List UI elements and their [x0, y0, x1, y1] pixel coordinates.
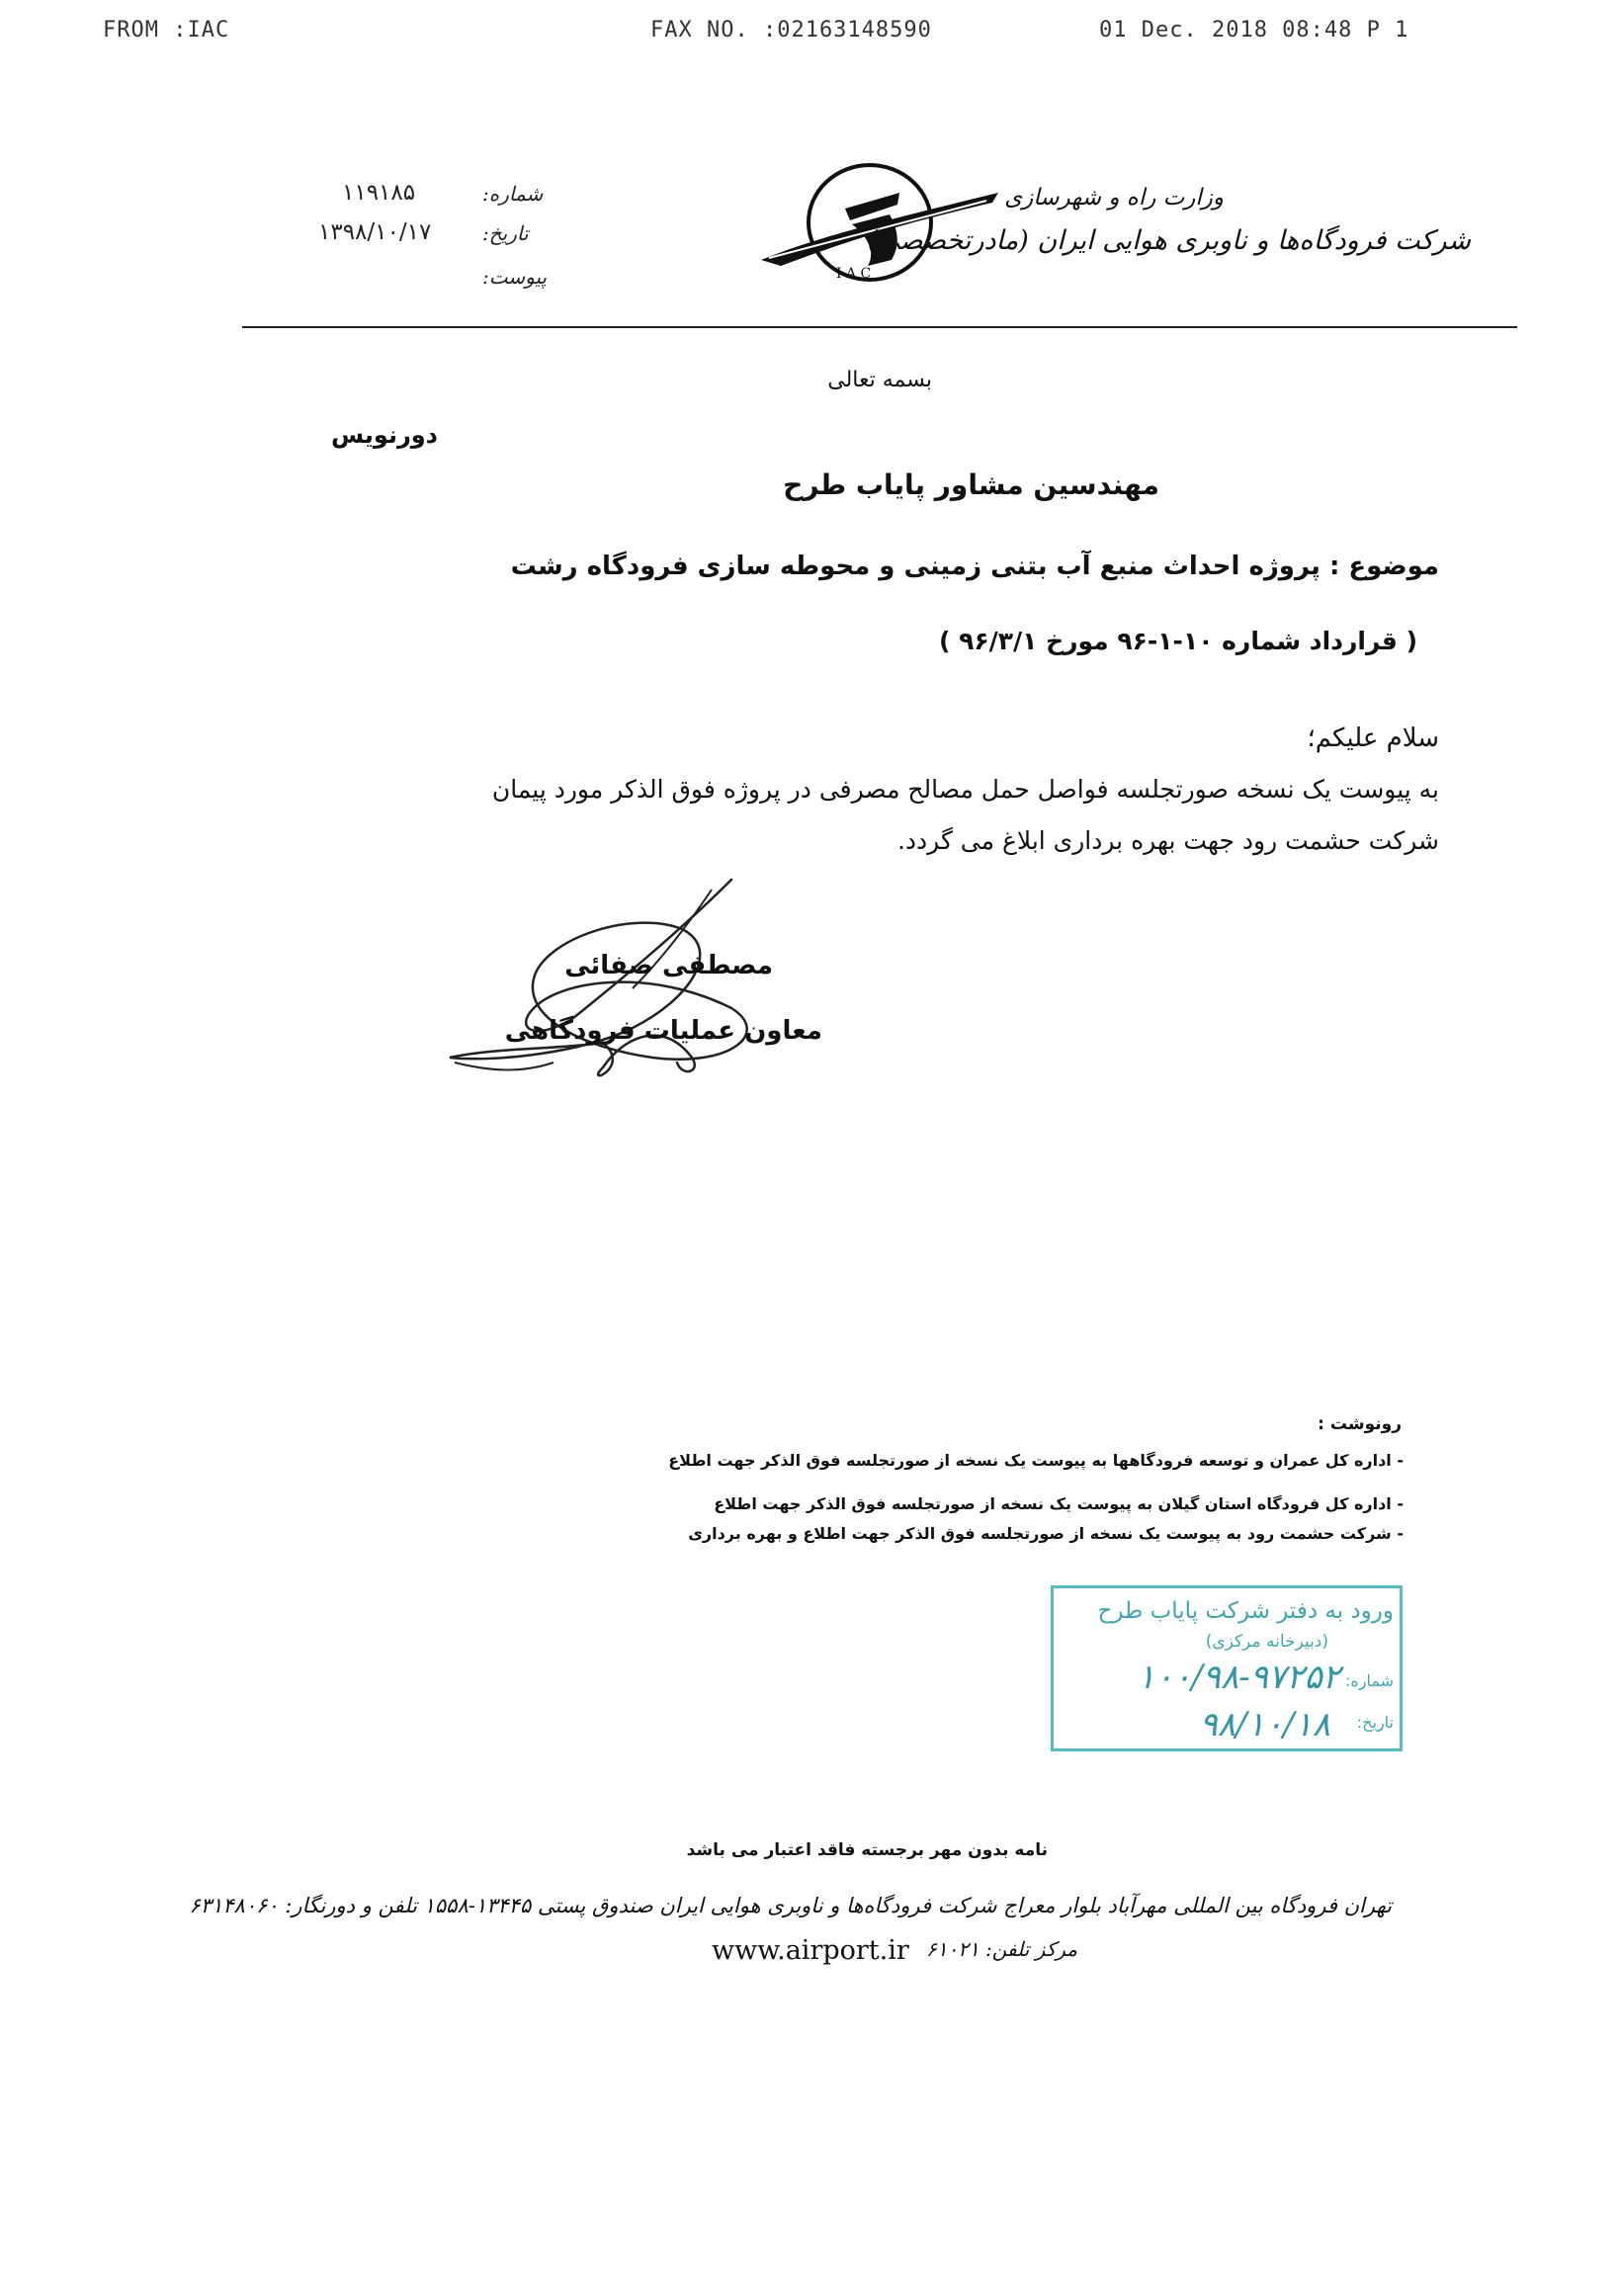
- footer-address: تهران فرودگاه بین المللی مهرآباد بلوار معراج شرکت فرودگاه‌ها و ناوبری هوایی ایران صندوق پستی ۱۳۴۴۵-۱۵۵۸ تلفن و دورنگار: ۶۳۱۴۸۰۶۰: [189, 1894, 1392, 1917]
- cc-item: - اداره کل فرودگاه استان گیلان به پیوست یک نسخه از صورتجلسه فوق الذکر جهت اطلاع: [714, 1494, 1404, 1513]
- body-text-line-1: به پیوست یک نسخه صورتجلسه فواصل حمل مصالح مصرفی در پروژه فوق الذکر مورد پیمان: [491, 775, 1439, 804]
- stamp-date-value: ۹۸/۱۰/۱۸: [1199, 1705, 1330, 1744]
- number-label: شماره:: [482, 182, 544, 206]
- handwritten-signature: [435, 870, 850, 1101]
- ministry-name: وزارت راه و شهرسازی: [1004, 185, 1224, 211]
- stamp-number-value: ۱۰۰/۹۸-۹۷۲۵۲: [1137, 1658, 1340, 1697]
- stamp-date-label: تاریخ:: [1356, 1713, 1394, 1732]
- logo-text: I A C: [836, 266, 872, 282]
- receipt-stamp: [1051, 1585, 1403, 1751]
- signer-name: مصطفی صفائی: [564, 951, 773, 980]
- company-name: شرکت فرودگاه‌ها و ناوبری هوایی ایران (مادرتخصصی): [867, 225, 1471, 256]
- fax-from: FROM :IAC: [103, 18, 230, 43]
- bismillah: بسمه تعالی: [827, 368, 932, 392]
- cc-item: - شرکت حشمت رود به پیوست یک نسخه از صورتجلسه فوق الذکر جهت اطلاع و بهره برداری: [688, 1524, 1404, 1543]
- greeting: سلام علیکم؛: [1307, 723, 1439, 753]
- footer-notice: نامه بدون مهر برجسته فاقد اعتبار می باشد: [686, 1840, 1048, 1860]
- footer-website: www.airport.ir: [712, 1935, 909, 1966]
- fax-date: 01 Dec. 2018 08:48 P 1: [1099, 18, 1409, 43]
- date-value: ۱۳۹۸/۱۰/۱۷: [318, 219, 432, 245]
- header-divider: [242, 326, 1517, 328]
- cc-title: رونوشت :: [1318, 1414, 1402, 1434]
- attachment-label: پیوست:: [482, 265, 548, 289]
- body-text-line-2: شرکت حشمت رود جهت بهره برداری ابلاغ می گردد.: [896, 826, 1439, 855]
- subject-line: موضوع : پروژه احداث منبع آب بتنی زمینی و محوطه سازی فرودگاه رشت: [510, 552, 1439, 581]
- copy-label: دورنویس: [330, 421, 438, 449]
- number-value: ۱۱۹۱۸۵: [342, 180, 416, 206]
- fax-number: FAX NO. :02163148590: [650, 18, 932, 43]
- signer-title: معاون عملیات فرودگاهی: [504, 1016, 822, 1046]
- recipient: مهندسین مشاور پایاب طرح: [783, 468, 1159, 501]
- signature-icon: [435, 870, 850, 1097]
- stamp-number-label: شماره:: [1344, 1671, 1394, 1690]
- contract-reference: ( قرارداد شماره ۱۰-۱-۹۶ مورخ ۹۶/۳/۱ ): [938, 627, 1417, 655]
- stamp-subtitle: (دبیرخانه مرکزی): [1205, 1632, 1328, 1652]
- cc-item: - اداره کل عمران و توسعه فرودگاهها به پیوست یک نسخه از صورتجلسه فوق الذکر جهت اطلاع: [668, 1451, 1404, 1470]
- date-label: تاریخ:: [482, 221, 529, 245]
- stamp-title: ورود به دفتر شرکت پایاب طرح: [1097, 1598, 1394, 1624]
- footer-phone-center: مرکز تلفن: ۶۱۰۲۱: [925, 1937, 1077, 1961]
